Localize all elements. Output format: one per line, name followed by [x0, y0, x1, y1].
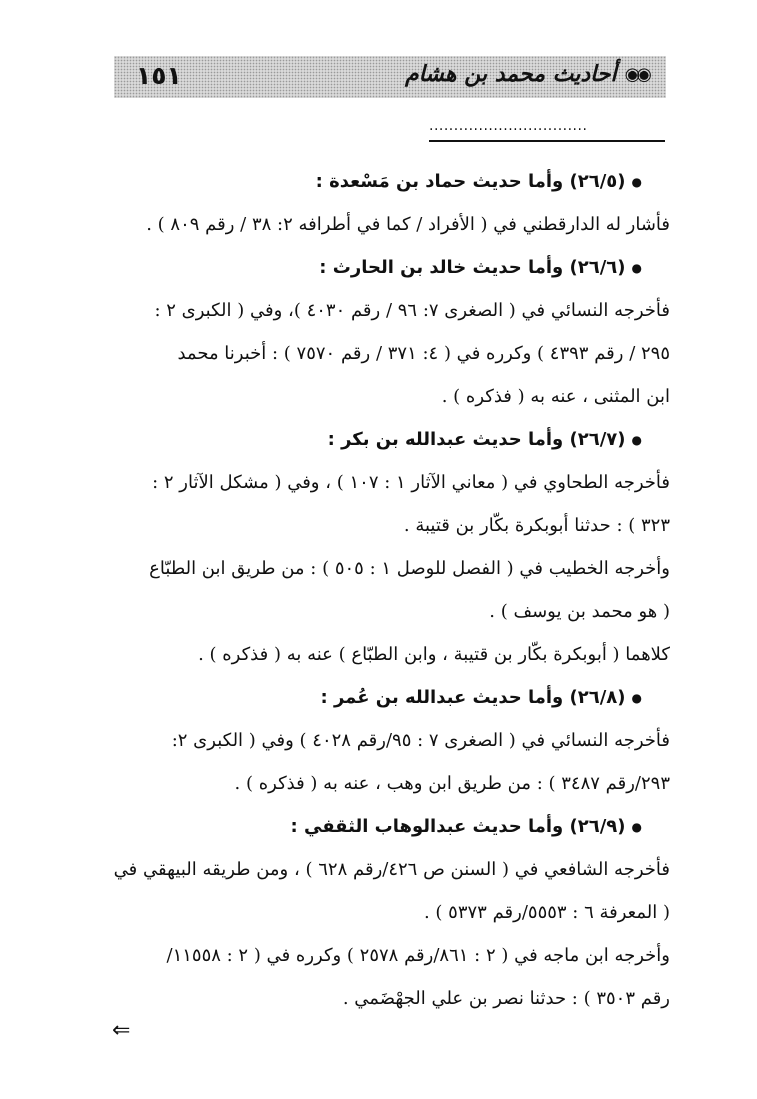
double-circle-ornament-icon: ◉◉: [624, 64, 648, 85]
bullet-icon: ●: [631, 819, 642, 834]
body-text-line: فأخرجه الشافعي في ( السنن ص ٤٢٦/رقم ٦٢٨ ) ، ومن طريقه البيهقي في: [113, 859, 670, 880]
dotted-separator: ................................: [429, 118, 588, 134]
section-heading: [104, 676, 670, 719]
continue-arrow-icon: ⇐: [112, 1018, 131, 1043]
body-text-line: ٢٩٣/رقم ٣٤٨٧ ) : من طريق ابن وهب ، عنه به ( فذكره ) .: [234, 773, 670, 794]
body-text-line: كلاهما ( أبوبكرة بكّار بن قتيبة ، وابن الطبّاع ) عنه به ( فذكره ) .: [198, 644, 670, 665]
bullet-icon: ●: [631, 432, 642, 447]
body-text-line: فأشار له الدارقطني في ( الأفراد / كما في أطرافه ٢: ٣٨ / رقم ٨٠٩ ) .: [146, 214, 670, 235]
section-heading-text: (٢٦/٩) وأما حديث عبدالوهاب الثقفي :: [290, 816, 626, 837]
bullet-icon: ●: [631, 260, 642, 275]
section-heading: [104, 160, 670, 203]
body-text-line: ( المعرفة ٦ : ٥٥٥٣/رقم ٥٣٧٣ ) .: [423, 902, 670, 923]
body-text-line: فأخرجه النسائي في ( الصغرى ٧ : ٩٥/رقم ٤٠٢٨ ) وفي ( الكبرى ٢:: [171, 730, 670, 751]
body-text-line: وأخرجه ابن ماجه في ( ٢ : ٨٦١/رقم ٢٥٧٨ ) وكرره في ( ٢ : ١١٥٥٨/: [166, 945, 670, 966]
body-text-line: ( هو محمد بن يوسف ) .: [489, 601, 670, 622]
section-heading: [104, 418, 670, 461]
body-text-line: ٣٢٣ ) : حدثنا أبوبكرة بكّار بن قتيبة .: [403, 515, 670, 536]
running-title: [405, 62, 648, 87]
body-text-line: فأخرجه الطحاوي في ( معاني الآثار ١ : ١٠٧ ) ، وفي ( مشكل الآثار ٢ :: [152, 472, 670, 493]
bullet-icon: ●: [631, 174, 642, 189]
running-title-text: أحاديث محمد بن هشام: [404, 62, 617, 87]
section-heading-text: (٢٦/٨) وأما حديث عبدالله بن عُمر :: [320, 687, 626, 708]
bullet-icon: ●: [631, 690, 642, 705]
body-text-line: فأخرجه النسائي في ( الصغرى ٧: ٩٦ / رقم ٤٠٣٠ )، وفي ( الكبرى ٢ :: [154, 300, 670, 321]
body-text-line: رقم ٣٥٠٣ ) : حدثنا نصر بن علي الجهْضَمي .: [342, 988, 670, 1009]
page-body: [104, 160, 670, 1020]
section-heading-text: (٢٦/٦) وأما حديث خالد بن الحارث :: [319, 257, 626, 278]
section-heading-text: (٢٦/٥) وأما حديث حماد بن مَسْعدة :: [315, 171, 626, 192]
page-number: ١٥١: [136, 61, 182, 90]
section-heading-text: (٢٦/٧) وأما حديث عبدالله بن بكر :: [327, 429, 626, 450]
body-text-line: ابن المثنى ، عنه به ( فذكره ) .: [441, 386, 670, 407]
header-rule: [429, 140, 665, 142]
section-heading: [104, 246, 670, 289]
body-text-line: وأخرجه الخطيب في ( الفصل للوصل ١ : ٥٠٥ ) : من طريق ابن الطبّاع: [149, 558, 670, 579]
body-text-line: ٢٩٥ / رقم ٤٣٩٣ ) وكرره في ( ٤: ٣٧١ / رقم ٧٥٧٠ ) : أخبرنا محمد: [177, 343, 670, 364]
section-heading: [104, 805, 670, 848]
running-header: [114, 56, 666, 98]
